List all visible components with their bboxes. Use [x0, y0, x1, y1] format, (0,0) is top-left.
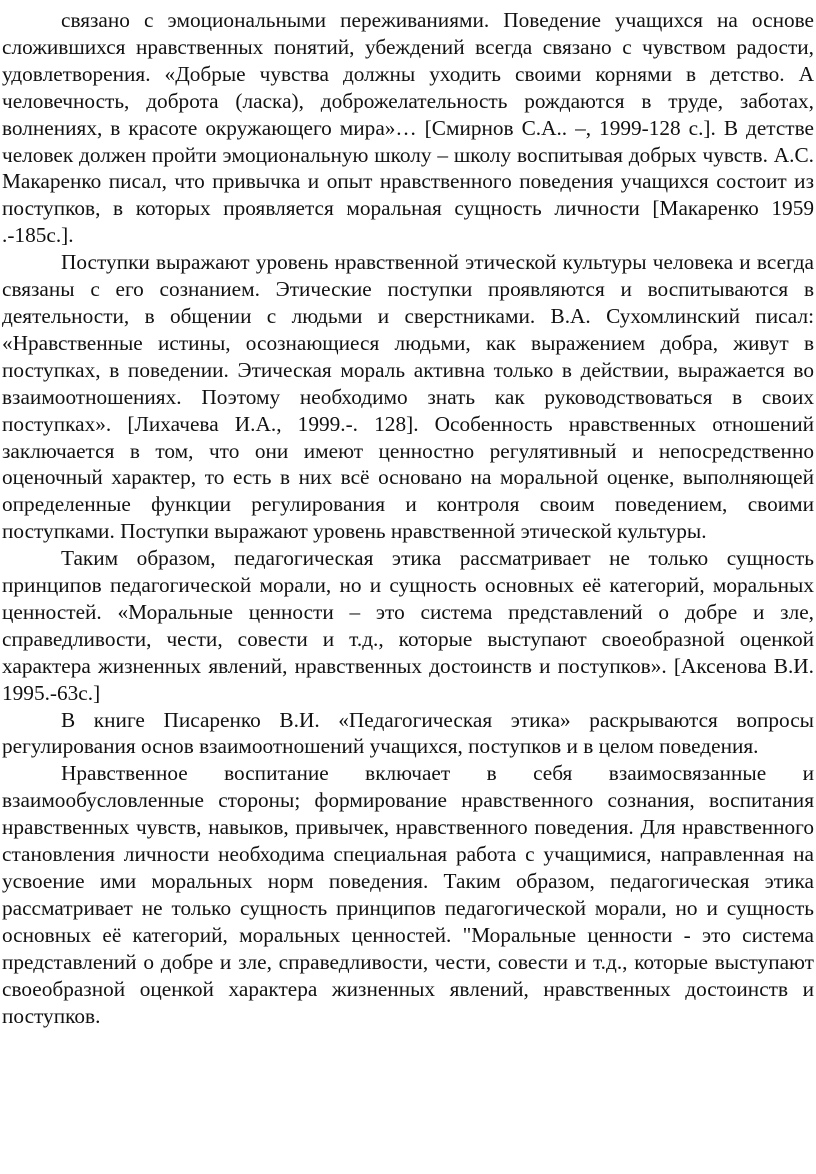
- paragraph-actions-culture: Поступки выражают уровень нравственной этической культуры человека и всегда связаны с его сознанием. Этические поступки проявляются и воспитываются в деятельности, в общении с людьми и сверстниками. В.А. Сухомлинский писал: «Нравственные истины, осознающиеся людьми, как выражением добра, живут в поступках, в поведении. Этическая мораль активна только в действии, выражается во взаимоотношениях. Поэтому необходимо знать как руководствоваться в своих поступках». [Лихачева И.А., 1999.-. 128]. Особенность нравственных отношений заключается в том, что они имеют ценностно регулятивный и непосредственно оценочный характер, то есть в них всё основано на моральной оценке, выполняющей определенные функции регулирования и контроля своим поведением, своими поступками. Поступки выражают уровень нравственной этической культуры.: [2, 250, 814, 544]
- paragraph-moral-education: Нравственное воспитание включает в себя взаимосвязанные и взаимообусловленные стороны; формирование нравственного сознания, воспитания нравственных чувств, навыков, привычек, нравственного поведения. Для нравственного становления личности необходима специальная работа с учащимися, направленная на усвоение ими моральных норм поведения. Таким образом, педагогическая этика рассматривает не только сущность принципов педагогической морали, но и сущность основных её категорий, моральных ценностей. "Моральные ценности - это система представлений о добре и зле, справедливости, чести, совести и т.д., которые выступают своеобразной оценкой характера жизненных явлений, нравственных достоинств и поступков.: [2, 761, 814, 1028]
- paragraph-emotional-feelings: связано с эмоциональными переживаниями. Поведение учащихся на основе сложившихся нравственных понятий, убеждений всегда связано с чувством радости, удовлетворения. «Добрые чувства должны уходить своими корнями в детство. А человечность, доброта (ласка), доброжелательность рождаются в труде, заботах, волнениях, в красоте окружающего мира»… [Смирнов С.А.. –, 1999-128 с.]. В детстве человек должен пройти эмоциональную школу – школу воспитывая добрых чувств. А.С. Макаренко писал, что привычка и опыт нравственного поведения учащихся состоит из поступков, в которых проявляется моральная сущность личности [Макаренко 1959 .-185с.].: [2, 8, 814, 248]
- paragraph-pedagogical-ethics: Таким образом, педагогическая этика рассматривает не только сущность принципов педагогической морали, но и сущность основных её категорий, моральных ценностей. «Моральные ценности – это система представлений о добре и зле, справедливости, чести, совести и т.д., которые выступают своеобразной оценкой характера жизненных явлений, нравственных достоинств и поступков». [Аксенова В.И. 1995.-63с.]: [2, 546, 814, 705]
- paragraph-pisarenko-book: В книге Писаренко В.И. «Педагогическая этика» раскрываются вопросы регулирования основ взаимоотношений учащихся, поступков и в целом поведения.: [2, 707, 814, 759]
